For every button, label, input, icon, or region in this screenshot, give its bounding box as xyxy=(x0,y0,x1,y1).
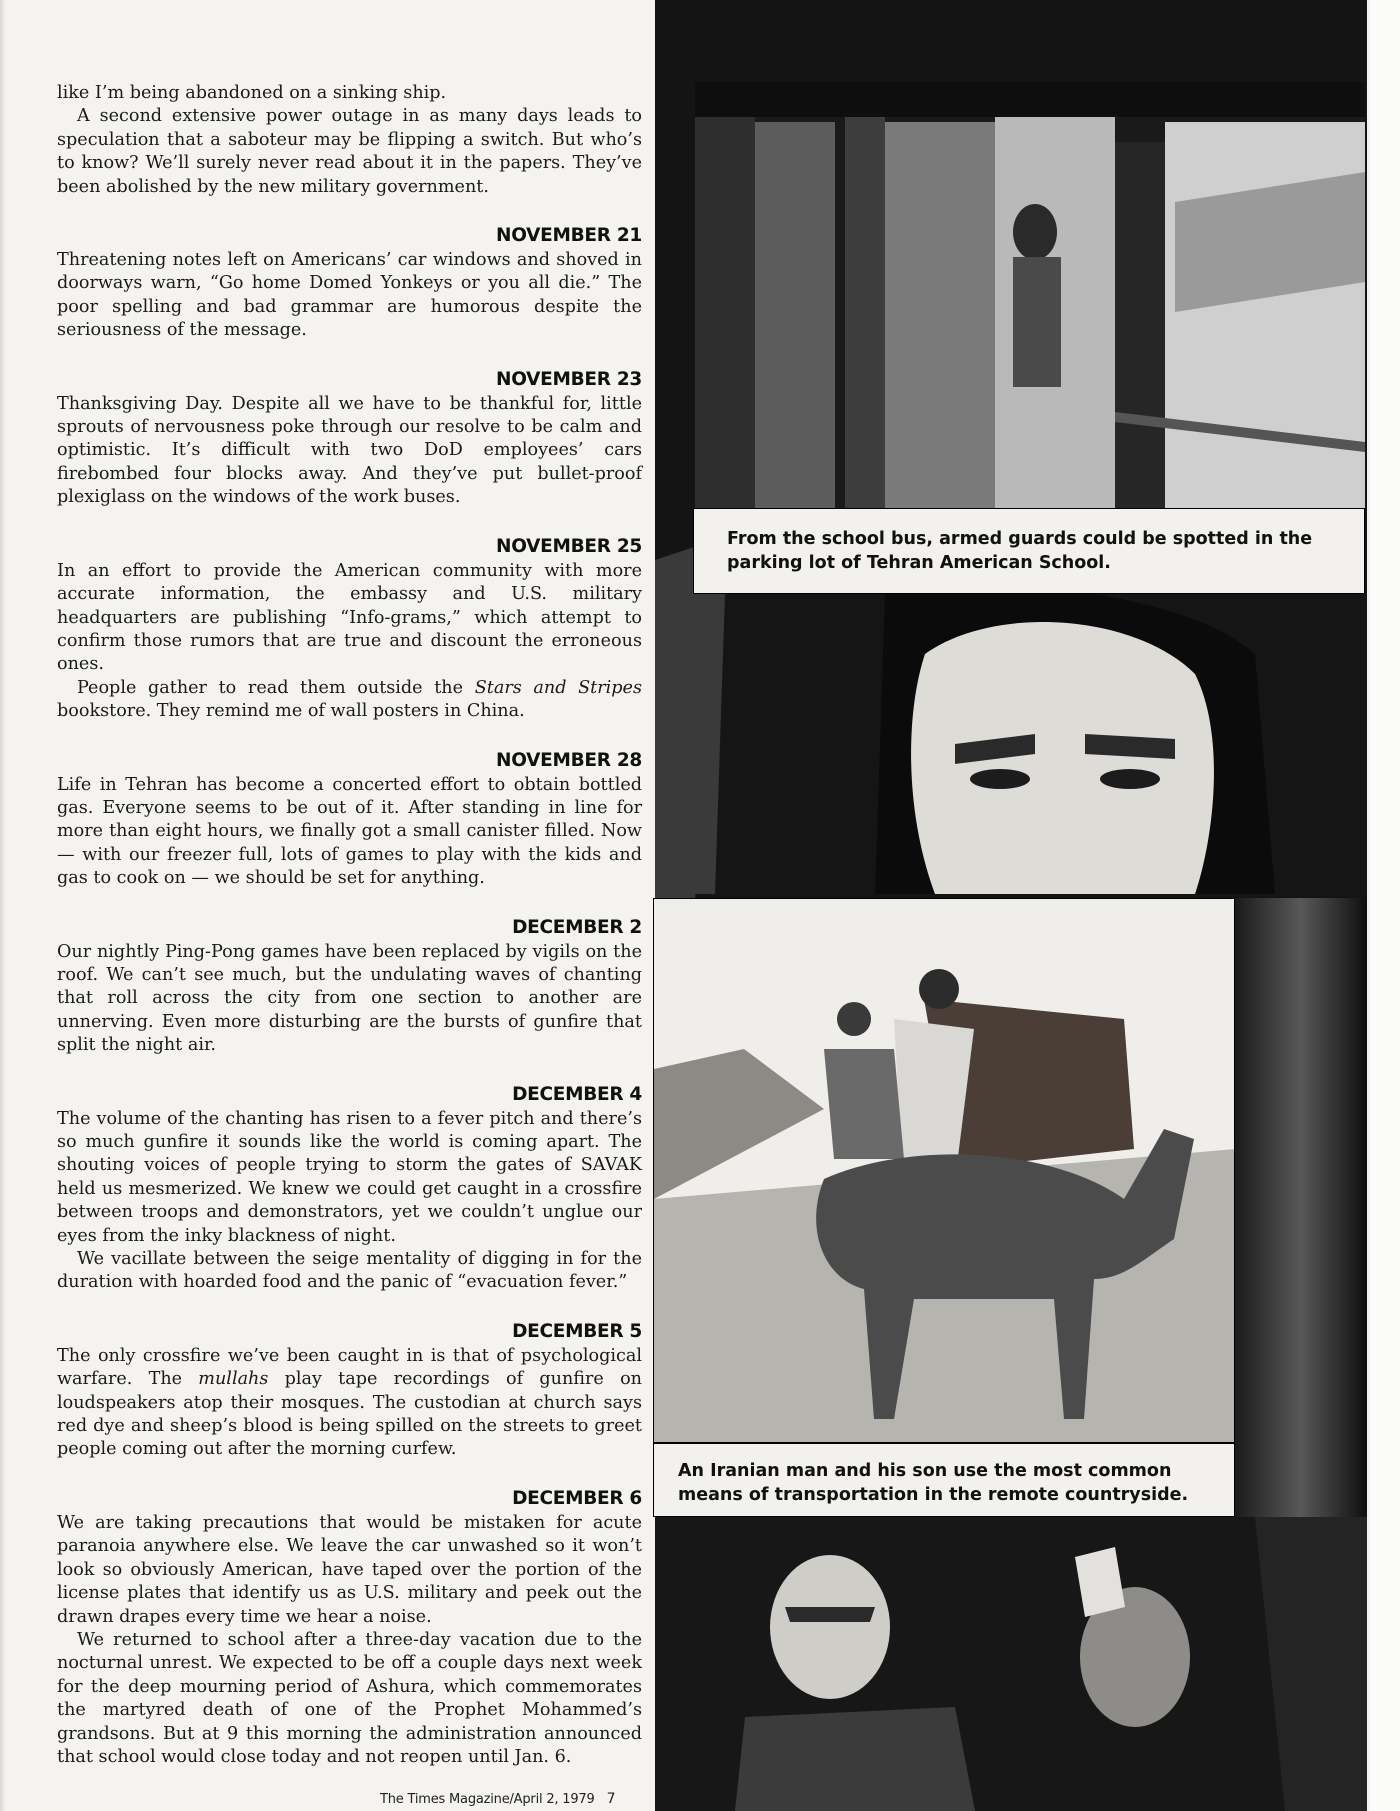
school-bus-photo xyxy=(695,82,1365,509)
text-run: Thanksgiving Day. Despite all we have to be thankful for, little sprouts of nervousness poke through our resolve to be calm and optimistic. It’s difficult with two DoD employees’ cars firebombed four blocks away. And they’ve put bullet-proof plexiglass on the windows of the work buses. xyxy=(57,393,642,508)
crowd-photo xyxy=(655,1517,1367,1811)
diary-entry xyxy=(57,750,642,891)
diary-text-column xyxy=(57,82,642,1769)
entry-paragraph xyxy=(57,1512,642,1629)
text-run: Our nightly Ping-Pong games have been replaced by vigils on the roof. We can’t see much, but the undulating waves of chanting that roll across the city from one section to another are unnerving. Even more disturbing are the bursts of gunfire that split the night air. xyxy=(57,941,642,1056)
entry-paragraph xyxy=(57,1345,642,1462)
diary-entry xyxy=(57,1321,642,1462)
entry-paragraph xyxy=(57,560,642,677)
entry-paragraph xyxy=(57,1629,642,1769)
diary-entry xyxy=(57,1084,642,1295)
diary-entry xyxy=(57,369,642,510)
text-run: Life in Tehran has become a concerted effort to obtain bottled gas. Everyone seems to be out of it. After standing in line for more than eight hours, we finally got a small canister filled. Now — with our freezer full, lots of games to play with the kids and gas to cook on — we should be set for anything. xyxy=(57,774,642,889)
page-footer xyxy=(380,1791,615,1807)
entry-date-heading: DECEMBER 6 xyxy=(512,1487,642,1509)
diary-entry xyxy=(57,536,642,724)
text-run: We returned to school after a three-day vacation due to the nocturnal unrest. We expected to be off a couple days next week for the deep mourning period of Ashura, which commemorates the martyred death of one of the Prophet Mohammed’s grandsons. But at 9 this morning the administration announced that school would close today and not reopen until Jan. 6. xyxy=(57,1629,642,1767)
text-run: play tape recordings of gunfire on loudspeakers atop their mosques. The custodian at church says red dye and sheep’s blood is being spilled on the streets to greet people coming out after the morning curfew. xyxy=(57,1369,642,1460)
donkey-photo-caption: An Iranian man and his son use the most common means of transportation in the remote countryside. xyxy=(653,1443,1235,1517)
entry-date-heading: DECEMBER 4 xyxy=(512,1083,642,1105)
text-run: Threatening notes left on Americans’ car windows and shoved in doorways warn, “Go home Domed Yonkeys or you all die.” The poor spelling and bad grammar are humorous despite the seriousness of the message. xyxy=(57,250,642,341)
page-number: 7 xyxy=(606,1791,616,1807)
text-run: We vacillate between the seige mentality of digging in for the duration with hoarded food and the panic of “evacuation fever.” xyxy=(57,1249,642,1293)
text-run: In an effort to provide the American community with more accurate information, the embassy and U.S. military headquarters are publishing “Info-grams,” which attempt to confirm those rumors that are true and discount the erroneous ones. xyxy=(57,560,642,675)
text-run: A second extensive power outage in as many days leads to speculation that a saboteur may be flipping a switch. But who’s to know? We’ll surely never read about it in the papers. They’ve been abolished by the new military government. xyxy=(57,106,642,197)
italic-text-run: mullahs xyxy=(198,1369,269,1390)
entry-date-heading: DECEMBER 2 xyxy=(512,916,642,938)
text-run: The only crossfire we’ve been caught in is that of psychological warfare. The xyxy=(57,1345,642,1390)
portrait-image xyxy=(655,594,1367,894)
entry-paragraph xyxy=(57,82,642,105)
bus-photo-caption: From the school bus, armed guards could be spotted in the parking lot of Tehran American School. xyxy=(693,508,1365,594)
entry-date-heading: NOVEMBER 23 xyxy=(496,368,642,390)
entry-date-heading: DECEMBER 5 xyxy=(512,1320,642,1342)
entry-date-heading: NOVEMBER 21 xyxy=(496,225,642,247)
text-run: People gather to read them outside the xyxy=(77,677,475,698)
diary-entry xyxy=(57,1488,642,1769)
entry-paragraph xyxy=(57,1248,642,1295)
poster-edge xyxy=(1235,898,1367,1517)
donkey-image xyxy=(654,899,1235,1443)
entry-paragraph xyxy=(57,1108,642,1248)
entry-paragraph xyxy=(57,393,642,510)
entry-paragraph xyxy=(57,249,642,343)
entry-paragraph xyxy=(57,941,642,1058)
diary-entry xyxy=(57,82,642,199)
entry-date-heading: NOVEMBER 25 xyxy=(496,535,642,557)
text-run: We are taking precautions that would be mistaken for acute paranoia anywhere else. We leave the car unwashed so it won’t look so obviously American, have taped over the portion of the license plates that identify us as U.S. military and peek out the drawn drapes every time we hear a noise. xyxy=(57,1512,642,1627)
ayatollah-portrait-poster xyxy=(655,594,1367,894)
text-run: bookstore. They remind me of wall posters in China. xyxy=(57,701,525,722)
italic-text-run: Stars and Stripes xyxy=(474,677,642,698)
diary-entry xyxy=(57,225,642,343)
page-right-margin xyxy=(1370,0,1400,1811)
footer-source: The Times Magazine/April 2, 1979 xyxy=(380,1792,595,1807)
crowd-image xyxy=(655,1517,1367,1811)
entry-paragraph xyxy=(57,774,642,891)
donkey-rider-photo xyxy=(653,898,1235,1443)
text-run: The volume of the chanting has risen to a fever pitch and there’s so much gunfire it sounds like the world is coming apart. The shouting voices of people trying to storm the gates of SAVAK held us mesmerized. We knew we could get caught in a crossfire between troops and demonstrators, yet we couldn’t unglue our eyes from the inky blackness of night. xyxy=(57,1108,642,1246)
entry-date-heading: NOVEMBER 28 xyxy=(496,749,642,771)
entry-paragraph xyxy=(57,105,642,199)
entry-paragraph xyxy=(57,677,642,724)
text-run: like I’m being abandoned on a sinking ship. xyxy=(57,83,447,103)
bus-window-image xyxy=(695,82,1365,509)
diary-entry xyxy=(57,917,642,1058)
scan-edge-shadow xyxy=(0,0,6,1811)
